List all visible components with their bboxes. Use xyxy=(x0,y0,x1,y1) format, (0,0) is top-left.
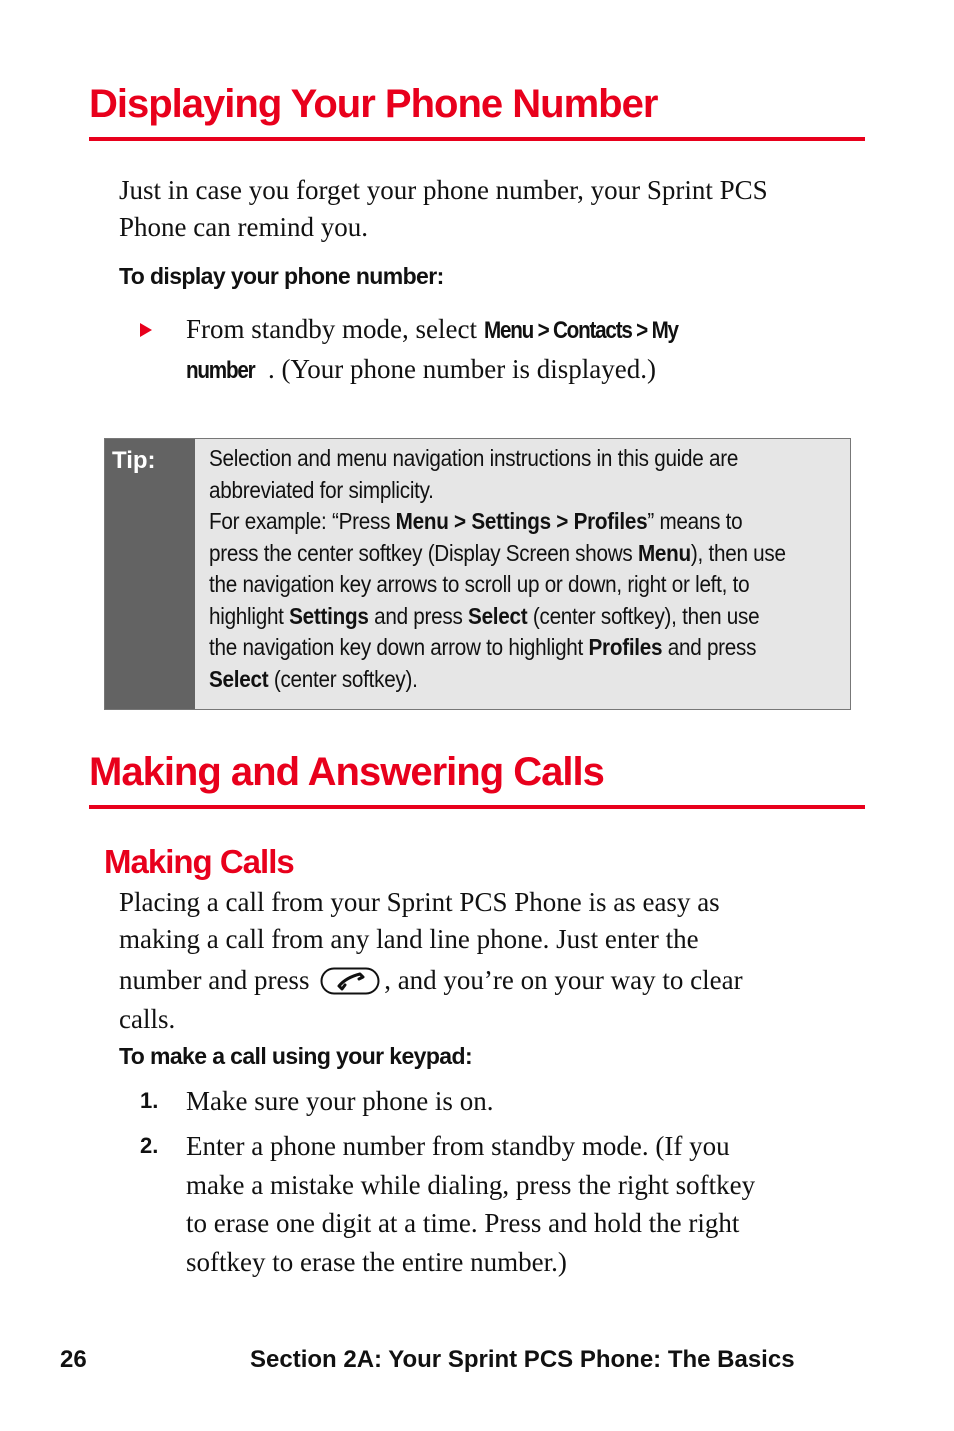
page-number: 26 xyxy=(60,1346,87,1373)
step-number: 1. xyxy=(140,1088,159,1113)
tip-sidebar xyxy=(105,439,195,709)
step-number: 2. xyxy=(140,1133,159,1158)
step-text xyxy=(186,1127,755,1281)
tip-line: press the center softkey (Display Screen shows Menu), then use xyxy=(209,539,786,566)
step-text xyxy=(186,310,709,390)
tip-line: Selection and menu navigation instructions in this guide are xyxy=(209,445,739,471)
paragraph-line: Placing a call from your Sprint PCS Phone is as easy as xyxy=(119,887,720,917)
step-line: From standby mode, select Menu > Contacts > My xyxy=(186,310,709,350)
tip-text xyxy=(209,443,860,695)
tip-line: highlight Settings and press Select (center softkey), then use xyxy=(209,602,760,629)
making-calls-paragraph xyxy=(119,884,743,1038)
intro-paragraph xyxy=(119,172,768,246)
tip-box xyxy=(104,438,851,710)
tip-line: the navigation key arrows to scroll up or down, right or left, to xyxy=(209,571,750,597)
tip-line: For example: “Press Menu > Settings > Profiles” means to xyxy=(209,508,743,534)
section-subtitle: Making Calls xyxy=(104,843,294,880)
tip-line: Select (center softkey). xyxy=(209,665,418,692)
footer-section-title: Section 2A: Your Sprint PCS Phone: The Basics xyxy=(250,1346,795,1373)
step-line: Enter a phone number from standby mode. (If you xyxy=(186,1131,730,1161)
title-rule xyxy=(89,137,865,141)
step-text xyxy=(186,1082,493,1120)
intro-line: Phone can remind you. xyxy=(119,212,368,242)
step-line: Make sure your phone is on. xyxy=(186,1086,494,1116)
talk-key-icon xyxy=(320,967,380,995)
paragraph-line: making a call from any land line phone. Just enter the xyxy=(119,924,699,954)
step-line: make a mistake while dialing, press the right softkey xyxy=(186,1169,756,1200)
step-line: to erase one digit at a time. Press and hold the right xyxy=(186,1208,740,1238)
tip-line: abbreviated for simplicity. xyxy=(209,476,434,503)
instruction-subheading: To make a call using your keypad: xyxy=(119,1043,473,1069)
menu-path-end: number xyxy=(186,357,255,384)
step-line: number . (Your phone number is displayed.) xyxy=(186,350,709,390)
intro-line: Just in case you forget your phone number, your Sprint PCS xyxy=(119,175,768,205)
tip-label: Tip: xyxy=(112,447,156,474)
bullet-arrow-icon xyxy=(140,323,152,337)
page-title: Displaying Your Phone Number xyxy=(89,82,658,126)
tip-line: the navigation key down arrow to highlight Profiles and press xyxy=(209,634,757,660)
menu-path: Menu > Contacts > My xyxy=(483,317,678,344)
instruction-subheading: To display your phone number: xyxy=(119,263,444,289)
section-title: Making and Answering Calls xyxy=(89,750,604,794)
step-line: softkey to erase the entire number.) xyxy=(186,1246,567,1277)
paragraph-line: calls. xyxy=(119,1004,176,1034)
section-rule xyxy=(89,805,865,809)
paragraph-line: number and press , and you’re on your way to clear xyxy=(119,965,743,995)
